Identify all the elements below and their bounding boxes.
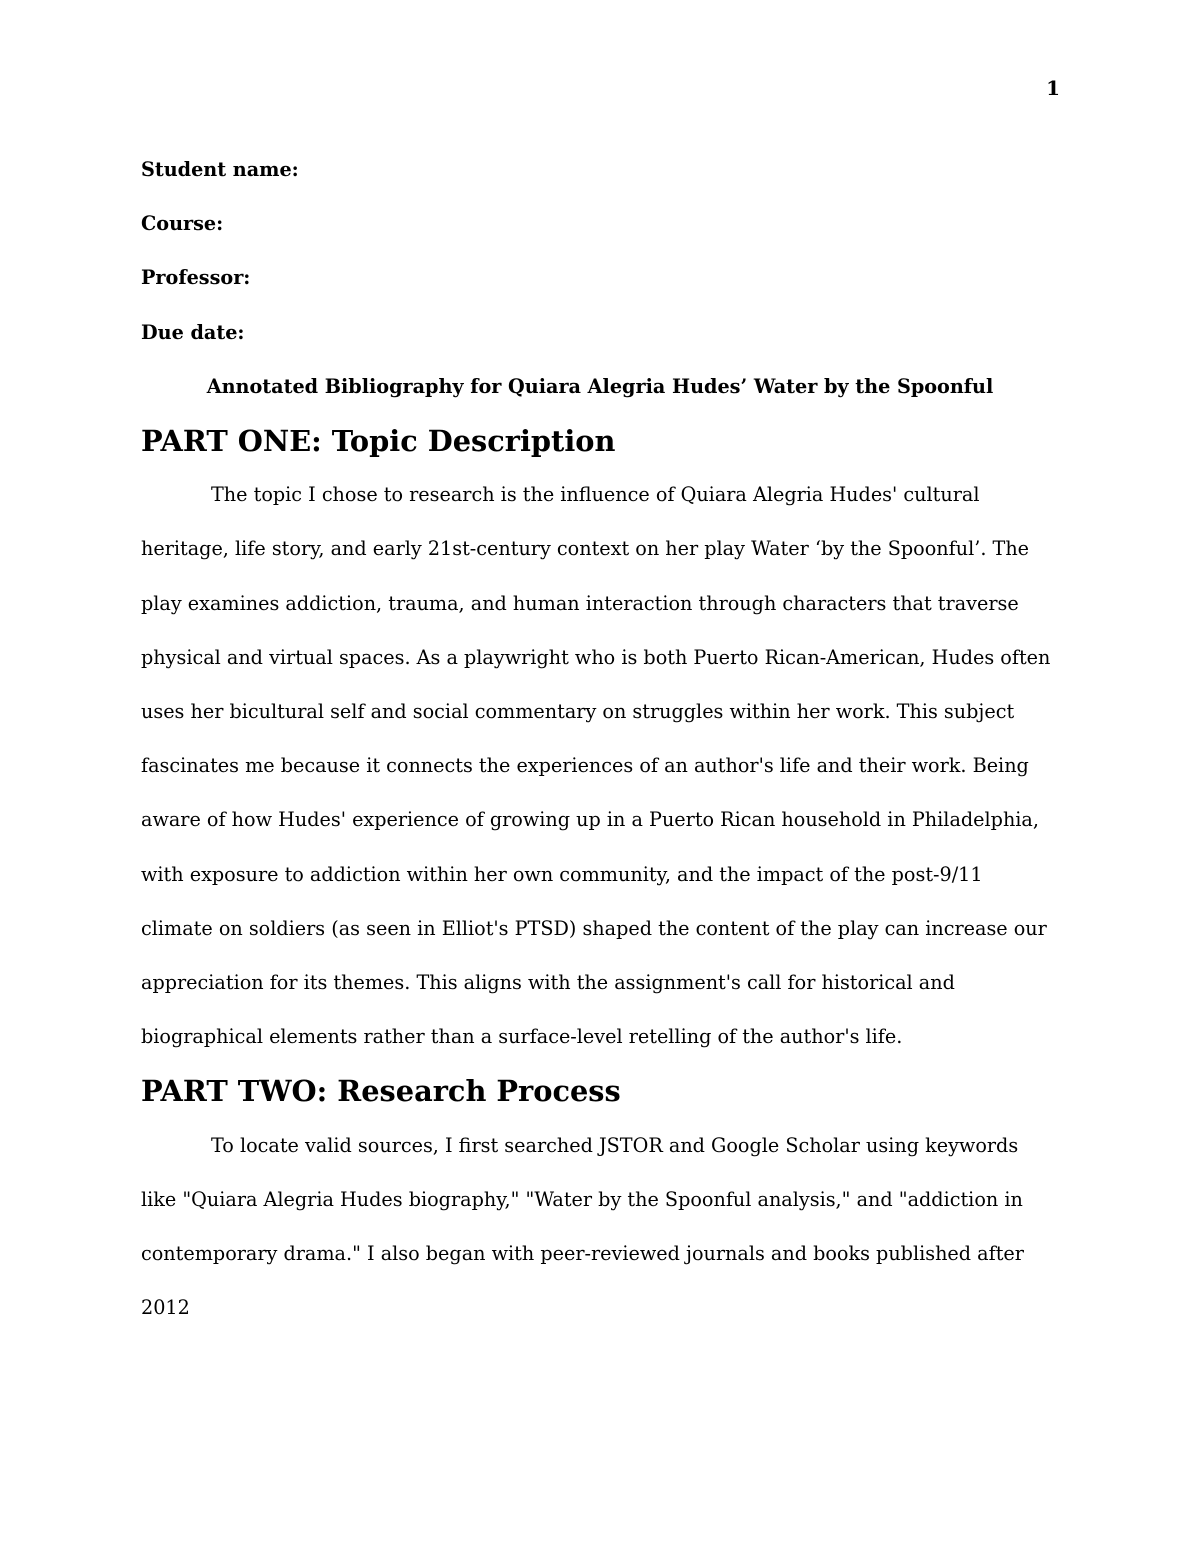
student-name-field: Student name: (141, 158, 299, 181)
document-body (141, 143, 1059, 1335)
professor-field: Professor: (141, 266, 251, 290)
page-number: 1 (1046, 76, 1060, 100)
due-date-field: Due date: (141, 320, 245, 344)
part-two-heading: PART TWO: Research Process (141, 1074, 621, 1109)
part-one-heading: PART ONE: Topic Description (141, 424, 616, 459)
topic-description-paragraph: The topic I chose to research is the influence of Quiara Alegria Hudes' cultural heritage, life story, and early 21st-century context on her play Water ‘by the Spoonful’. The play examines addiction, trauma, and human interaction through characters that traverse physical and virtual spaces. As a playwright who is both Puerto Rican-American, Hudes often uses her bicultural self and social commentary on struggles within her work. This subject fascinates me because it connects the experiences of an author's life and their work. Being aware of how Hudes' experience of growing up in a Puerto Rican household in Philadelphia, with exposure to addiction within her own community, and the impact of the post-9/11 climate on soldiers (as seen in Elliot's PTSD) shaped the content of the play can increase our appreciation for its themes. This aligns with the assignment's call for historical and biographical elements rather than a surface-level retelling of the author's life. (141, 483, 1051, 1049)
research-process-paragraph: To locate valid sources, I first searched JSTOR and Google Scholar using keywords like "Quiara Alegria Hudes biography," "Water by the Spoonful analysis," and "addiction in contemporary drama." I also began with peer-reviewed journals and books published after 2012 (141, 1133, 1024, 1320)
course-field: Course: (141, 212, 224, 236)
document-title: Annotated Bibliography for Quiara Alegria Hudes’ Water by the Spoonful (206, 374, 994, 398)
